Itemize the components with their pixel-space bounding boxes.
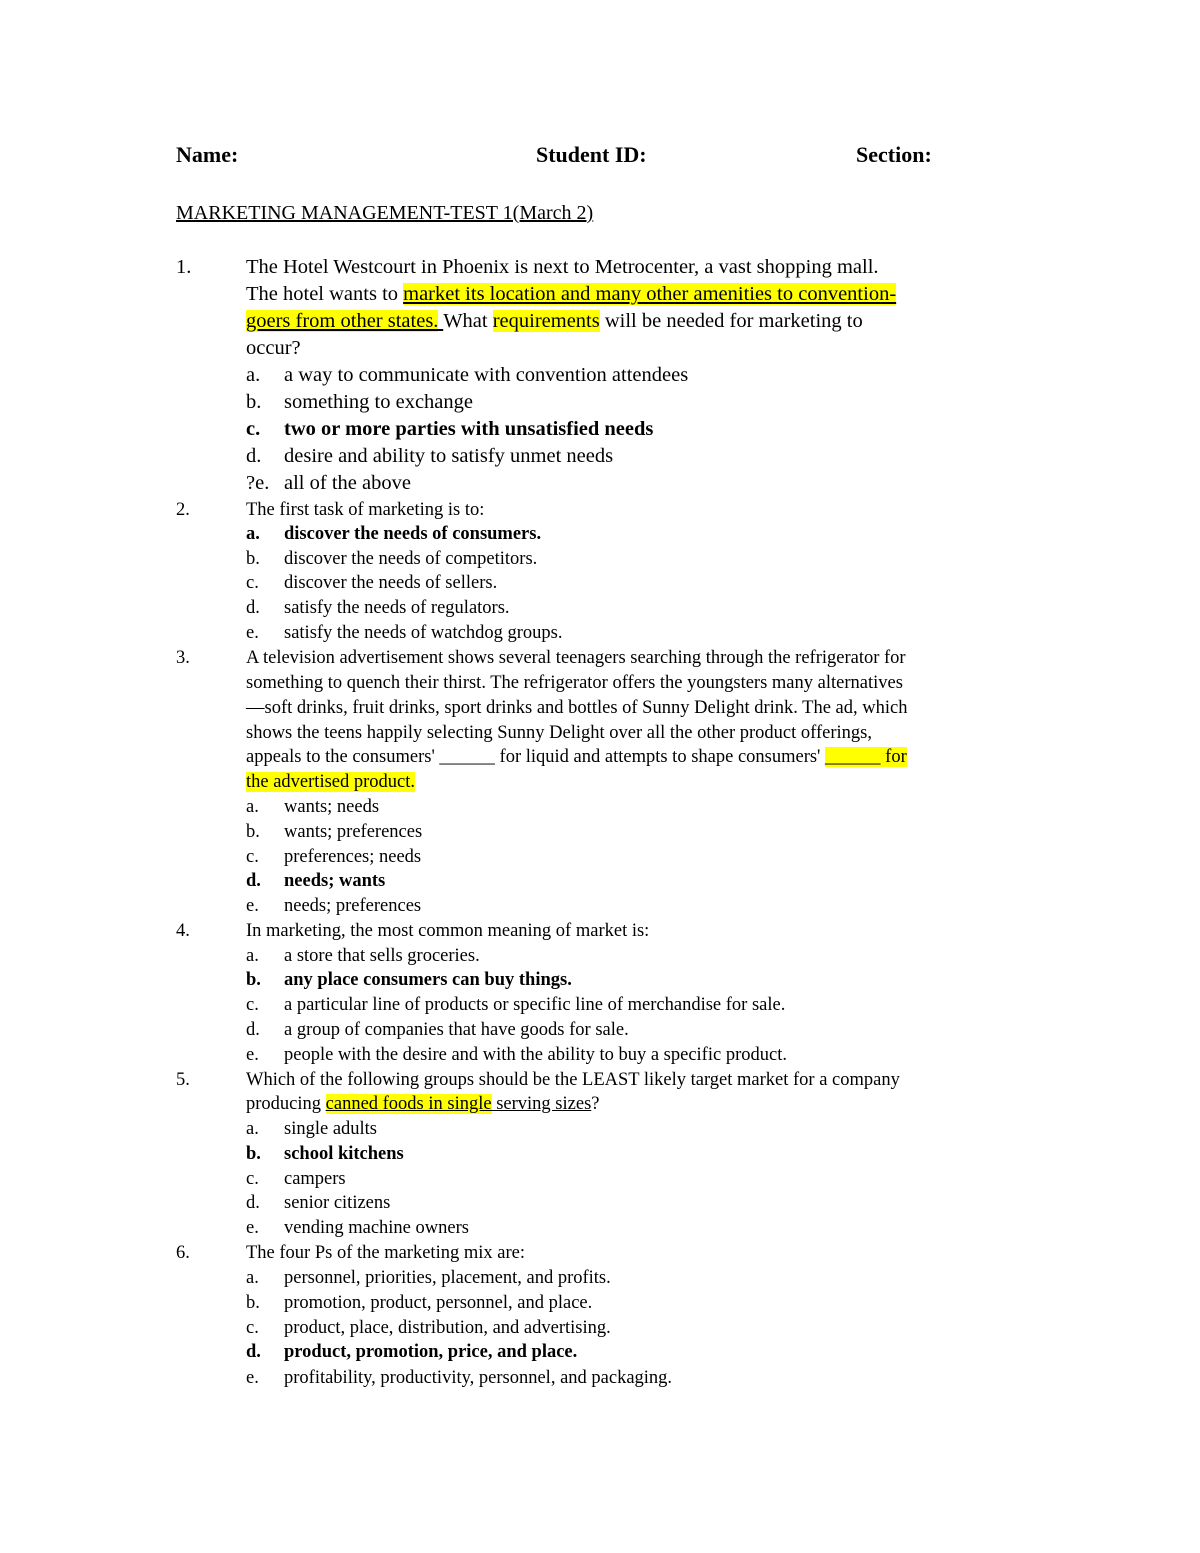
name-label: Name: [176, 142, 239, 167]
highlighted-text: ______ for [825, 747, 907, 767]
question-text-line: In marketing, the most common meaning of market is: [246, 921, 650, 941]
question-text-line: occur? [246, 337, 301, 359]
highlighted-text: market its location and many other amenities to convention- [403, 283, 897, 305]
question-text-line [246, 772, 415, 793]
highlighted-text: the advertised product. [246, 772, 416, 792]
question-text-line: The first task of marketing is to: [246, 500, 485, 520]
question-text-line: —soft drinks, fruit drinks, sport drinks and bottles of Sunny Delight drink. The ad, which [246, 698, 908, 718]
highlighted-text: goers from other states. [246, 310, 439, 332]
student-id-label: Student ID: [536, 142, 647, 167]
question-number: 4. [176, 921, 190, 941]
highlighted-text: requirements [492, 310, 600, 332]
question-text-line: Which of the following groups should be the LEAST likely target market for a company [246, 1070, 900, 1090]
question-number: 6. [176, 1243, 190, 1263]
question-number: 1. [176, 256, 192, 278]
question-text-line: something to quench their thirst. The refrigerator offers the youngsters many alternatives [246, 673, 903, 693]
highlighted-text: canned foods in single [325, 1094, 492, 1114]
question-text-line: goers from other states. What requirements will be needed for marketing to [246, 310, 863, 332]
question-text-line: The four Ps of the marketing mix are: [246, 1243, 525, 1263]
question-text-line: appeals to the consumers' ______ for liquid and attempts to shape consumers' ______ for [246, 747, 907, 767]
test-title: MARKETING MANAGEMENT-TEST 1(March 2) [176, 202, 594, 224]
question-text-line: A television advertisement shows several teenagers searching through the refrigerator for [246, 648, 906, 668]
question-text-line: The hotel wants to market its location and many other amenities to convention- [246, 283, 897, 305]
question-text-line: shows the teens happily selecting Sunny Delight over all the other product offerings, [246, 723, 872, 743]
question-number: 5. [176, 1070, 190, 1090]
question-text-line: The Hotel Westcourt in Phoenix is next to Metrocenter, a vast shopping mall. [246, 256, 879, 278]
section-label: Section: [856, 142, 932, 167]
question-number: 2. [176, 500, 190, 520]
question-number: 3. [176, 648, 190, 668]
test-page: Name: Student ID: Section: MARKETING MANAGEMENT-TEST 1(March 2) 1. The Hotel Westcourt in Phoenix is next to Metrocenter, a vast shopping mall. The hotel wants to market its location and many other amenities to convention- goers from other states. What requirements will be needed for marketing to occur? a. a way to communicate with convention attendees b. something to exchange c. two or more parties with unsatisfied needs d. desire and ability to satisfy unmet needs ?e. all of the above 2. The first task of marketing is to: a. discover the needs of consumers. b. discover the needs of competitors. c. discover the needs of sellers. d. satisfy the needs of regulators. e. satisfy the needs of watchdog groups. 3. A television advertisement shows several teenagers searching through the refrigerator for something to quench their thirst. The refrigerator offers the youngsters many alternatives —soft drinks, fruit drinks, sport drinks and bottles of Sunny Delight drink. The ad, which shows the teens happily selecting Sunny Delight over all the other product offerings, appeals to the consumers' ______ for liquid and attempts to shape consumers' ______ for the advertised product. a. wants; needs b. wants; preferences c. preferences; needs d. needs; wants e. needs; preferences 4. In marketing, the most common meaning of market is: a. a store that sells groceries. b. any place consumers can buy things. c. a particular line of products or specific line of merchandise for sale. d. a group of companies that have goods for sale. e. people with the desire and with the ability to buy a specific product. 5. Which of the following groups should be the LEAST likely target market for a company producing canned foods in single serving sizes? a. single adults b. school kitchens c. campers d. senior citizens e. vending machine owners 6. The four Ps of the marketing mix are: a. personnel, priorities, placement, and profits. b. promotion, product, personnel, and place. c. product, place, distribution, and advertising. d. product, promotion, price, and place. e. profitability, productivity, personnel, and packaging. [0, 0, 1200, 1553]
question-text-line: producing canned foods in single serving sizes? [246, 1094, 600, 1114]
header-fields [0, 142, 1200, 174]
